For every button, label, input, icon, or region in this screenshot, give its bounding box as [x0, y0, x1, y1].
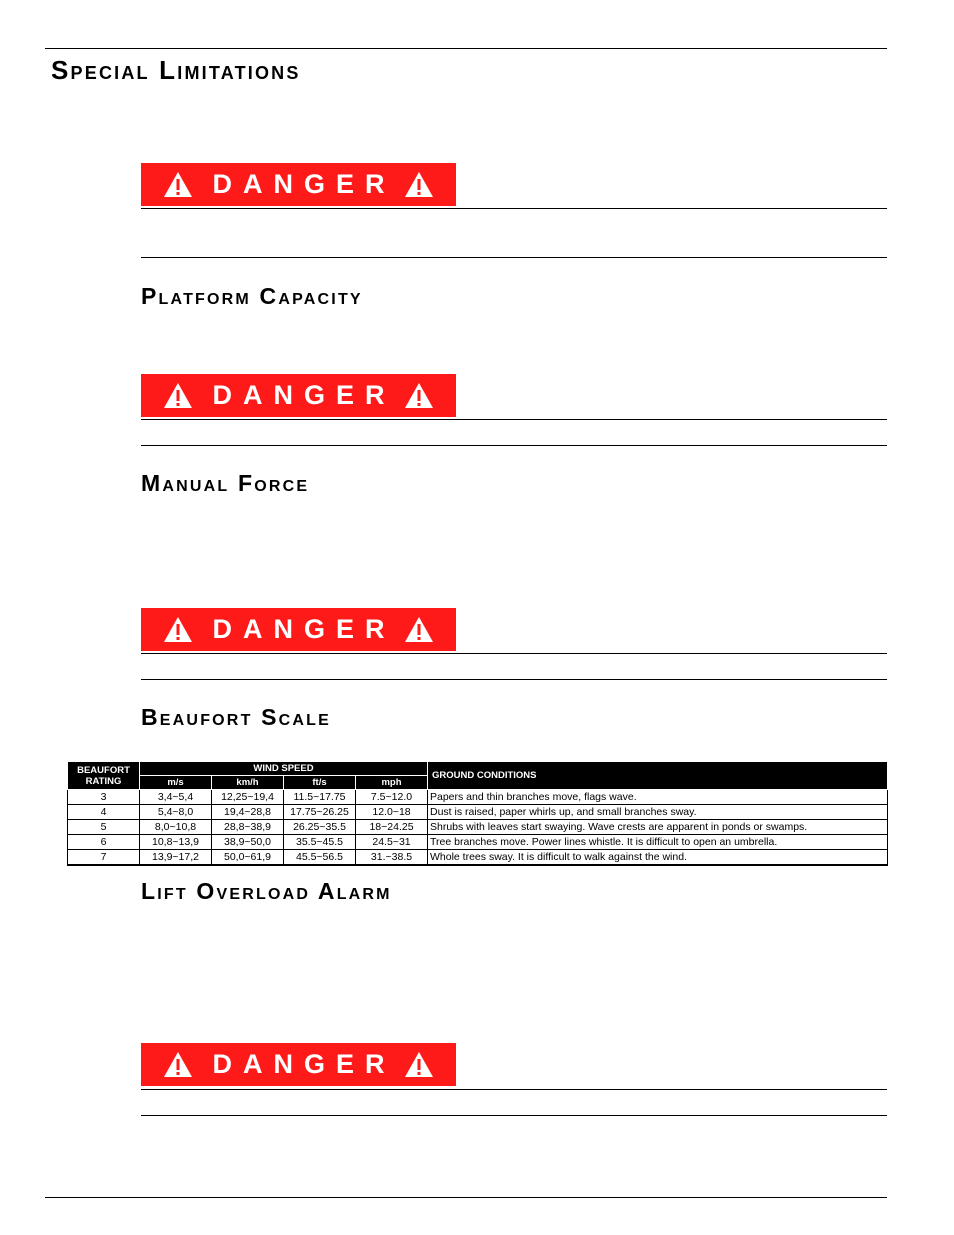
cell-ground: Dust is raised, paper whirls up, and small branches sway.	[428, 805, 888, 820]
warning-triangle-icon	[163, 382, 193, 409]
table-header-row	[68, 762, 888, 776]
table-row	[68, 850, 888, 866]
table-row	[68, 835, 888, 850]
danger-banner	[141, 608, 456, 651]
cell-ms: 8,0~10,8	[140, 820, 212, 835]
cell-mph: 7.5~12.0	[356, 790, 428, 805]
cell-fts: 35.5~45.5	[284, 835, 356, 850]
cell-ms: 10,8~13,9	[140, 835, 212, 850]
top-rule	[45, 48, 887, 49]
danger-rule-top	[141, 653, 887, 654]
heading-beaufort-scale: Beaufort Scale	[141, 704, 332, 730]
cell-kmh: 50,0~61,9	[212, 850, 284, 866]
table-row	[68, 820, 888, 835]
danger-label: DANGER	[212, 169, 396, 199]
col-rating-header: BEAUFORT RATING	[68, 762, 140, 790]
warning-triangle-icon	[404, 616, 434, 643]
danger-rule-bottom	[141, 445, 887, 446]
bottom-rule	[45, 1197, 887, 1198]
danger-banner	[141, 1043, 456, 1086]
cell-mph: 12.0~18	[356, 805, 428, 820]
unit-header: mph	[356, 776, 428, 790]
cell-mph: 18~24.25	[356, 820, 428, 835]
warning-triangle-icon	[404, 171, 434, 198]
heading-platform-capacity: Platform Capacity	[141, 283, 363, 309]
cell-ms: 5,4~8,0	[140, 805, 212, 820]
unit-header: ft/s	[284, 776, 356, 790]
danger-rule-top	[141, 208, 887, 209]
warning-triangle-icon	[163, 616, 193, 643]
danger-label: DANGER	[212, 614, 396, 644]
warning-triangle-icon	[404, 382, 434, 409]
cell-ground: Whole trees sway. It is difficult to walk against the wind.	[428, 850, 888, 866]
heading-lift-overload-alarm: Lift Overload Alarm	[141, 878, 392, 904]
cell-rating: 7	[68, 850, 140, 866]
cell-mph: 24.5~31	[356, 835, 428, 850]
warning-triangle-icon	[404, 1051, 434, 1078]
cell-rating: 4	[68, 805, 140, 820]
col-wind-speed-header: WIND SPEED	[140, 762, 428, 776]
cell-fts: 11.5~17.75	[284, 790, 356, 805]
warning-triangle-icon	[163, 1051, 193, 1078]
heading-manual-force: Manual Force	[141, 470, 310, 496]
cell-ms: 3,4~5,4	[140, 790, 212, 805]
cell-fts: 26.25~35.5	[284, 820, 356, 835]
table-row	[68, 805, 888, 820]
cell-kmh: 19,4~28,8	[212, 805, 284, 820]
unit-header: m/s	[140, 776, 212, 790]
cell-ground: Shrubs with leaves start swaying. Wave crests are apparent in ponds or swamps.	[428, 820, 888, 835]
danger-rule-top	[141, 1089, 887, 1090]
cell-fts: 45.5~56.5	[284, 850, 356, 866]
cell-kmh: 38,9~50,0	[212, 835, 284, 850]
cell-rating: 5	[68, 820, 140, 835]
danger-rule-bottom	[141, 1115, 887, 1116]
cell-rating: 6	[68, 835, 140, 850]
col-ground-header: GROUND CONDITIONS	[428, 762, 888, 790]
cell-fts: 17.75~26.25	[284, 805, 356, 820]
danger-banner	[141, 163, 456, 206]
unit-header: km/h	[212, 776, 284, 790]
cell-ground: Papers and thin branches move, flags wave.	[428, 790, 888, 805]
danger-rule-bottom	[141, 679, 887, 680]
danger-rule-top	[141, 419, 887, 420]
beaufort-table	[67, 761, 888, 866]
cell-ms: 13,9~17,2	[140, 850, 212, 866]
warning-triangle-icon	[163, 171, 193, 198]
cell-rating: 3	[68, 790, 140, 805]
cell-kmh: 28,8~38,9	[212, 820, 284, 835]
cell-mph: 31.~38.5	[356, 850, 428, 866]
danger-banner	[141, 374, 456, 417]
heading-special-limitations: Special Limitations	[51, 55, 301, 85]
cell-ground: Tree branches move. Power lines whistle. It is difficult to open an umbrella.	[428, 835, 888, 850]
danger-rule-bottom	[141, 257, 887, 258]
danger-label: DANGER	[212, 1049, 396, 1079]
table-row	[68, 790, 888, 805]
danger-label: DANGER	[212, 380, 396, 410]
cell-kmh: 12,25~19,4	[212, 790, 284, 805]
